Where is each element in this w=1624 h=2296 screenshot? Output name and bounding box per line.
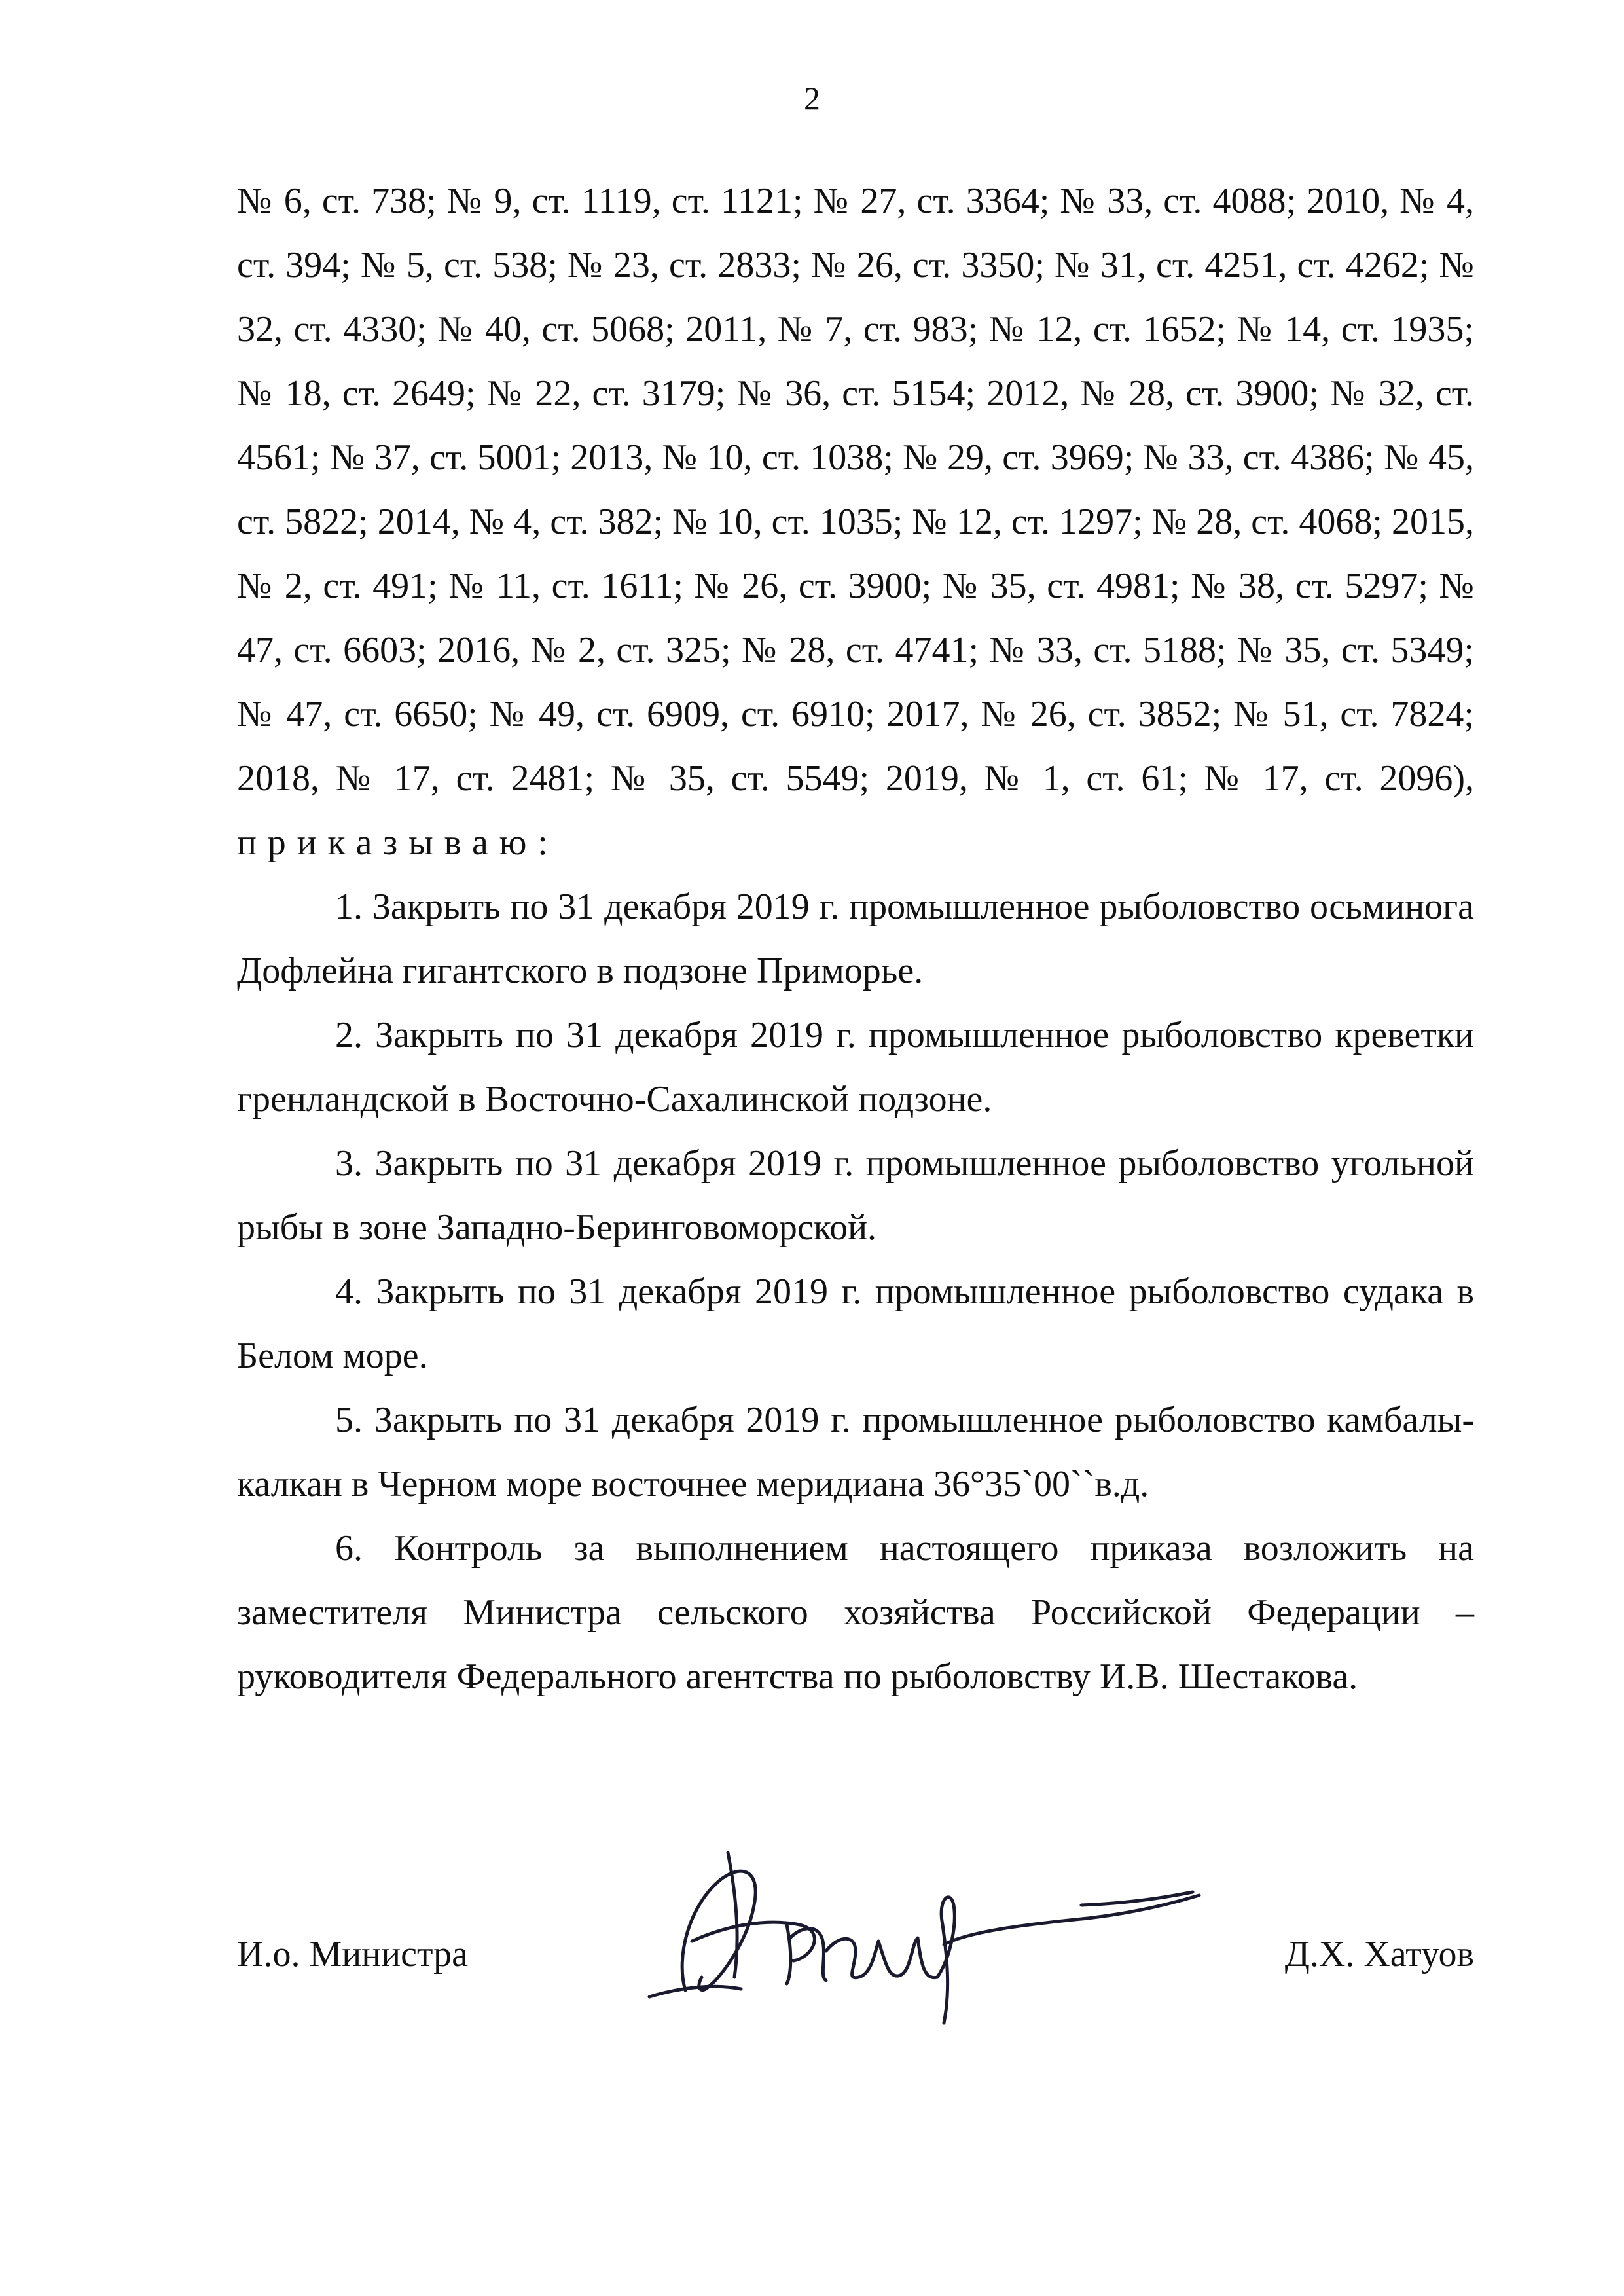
signatory-name: Д.Х. Хатуов — [1284, 1934, 1474, 1975]
citation-list: № 6, ст. 738; № 9, ст. 1119, ст. 1121; № 27, ст. 3364; № 33, ст. 4088; 2010, № 4, ст. 394; № 5, ст. 538; № 23, ст. 2833; № 26, ст. 3350; № 31, ст. 4251, ст. 4262; № 32, ст. 4330; № 40, ст. 5068; 2011, № 7, ст. 983; № 12, ст. 1652; № 14, ст. 1935; № 18, ст. 2649; № 22, ст. 3179; № 36, ст. 5154; 2012, № 28, ст. 3900; № 32, ст. 4561; № 37, ст. 5001; 2013, № 10, ст. 1038; № 29, ст. 3969; № 33, ст. 4386; № 45, ст. 5822; 2014, № 4, ст. 382; № 10, ст. 1035; № 12, ст. 1297; № 28, ст. 4068; 2015, № 2, ст. 491; № 11, ст. 1611; № 26, ст. 3900; № 35, ст. 4981; № 38, ст. 5297; № 47, ст. 6603; 2016, № 2, ст. 325; № 28, ст. 4741; № 33, ст. 5188; № 35, ст. 5349; № 47, ст. 6650; № 49, ст. 6909, ст. 6910; 2017, № 26, ст. 3852; № 51, ст. 7824; 2018, № 17, ст. 2481; № 35, ст. 5549; 2019, № 1, ст. 61; № 17, ст. 2096), — [237, 181, 1474, 799]
order-item-4: 4. Закрыть по 31 декабря 2019 г. промышленное рыболовство судака в Белом море. — [237, 1271, 1474, 1376]
handwritten-signature-icon — [630, 1827, 1219, 2043]
document-body — [237, 169, 1474, 1709]
signatory-title: И.о. Министра — [237, 1934, 469, 1975]
intro-paragraph — [237, 169, 1474, 875]
order-item-3: 3. Закрыть по 31 декабря 2019 г. промышленное рыболовство угольной рыбы в зоне Западно-Беринговоморской. — [237, 1143, 1474, 1248]
order-item-6: 6. Контроль за выполнением настоящего приказа возложить на заместителя Министра сельского хозяйства Российской Федерации – руководителя Федерального агентства по рыболовству И.В. Шестакова. — [237, 1528, 1474, 1697]
signature-block — [237, 1886, 1474, 2056]
order-item-5: 5. Закрыть по 31 декабря 2019 г. промышленное рыболовство камбалы-калкан в Черном море восточнее меридиана 36°35`00``в.д. — [237, 1400, 1474, 1504]
order-item-1: 1. Закрыть по 31 декабря 2019 г. промышленное рыболовство осьминога Дофлейна гигантского в подзоне Приморье. — [237, 886, 1474, 991]
page-number: 2 — [804, 80, 820, 117]
order-word: приказываю: — [237, 822, 559, 863]
order-item-2: 2. Закрыть по 31 декабря 2019 г. промышленное рыболовство креветки гренландской в Восточно-Сахалинской подзоне. — [237, 1015, 1474, 1120]
